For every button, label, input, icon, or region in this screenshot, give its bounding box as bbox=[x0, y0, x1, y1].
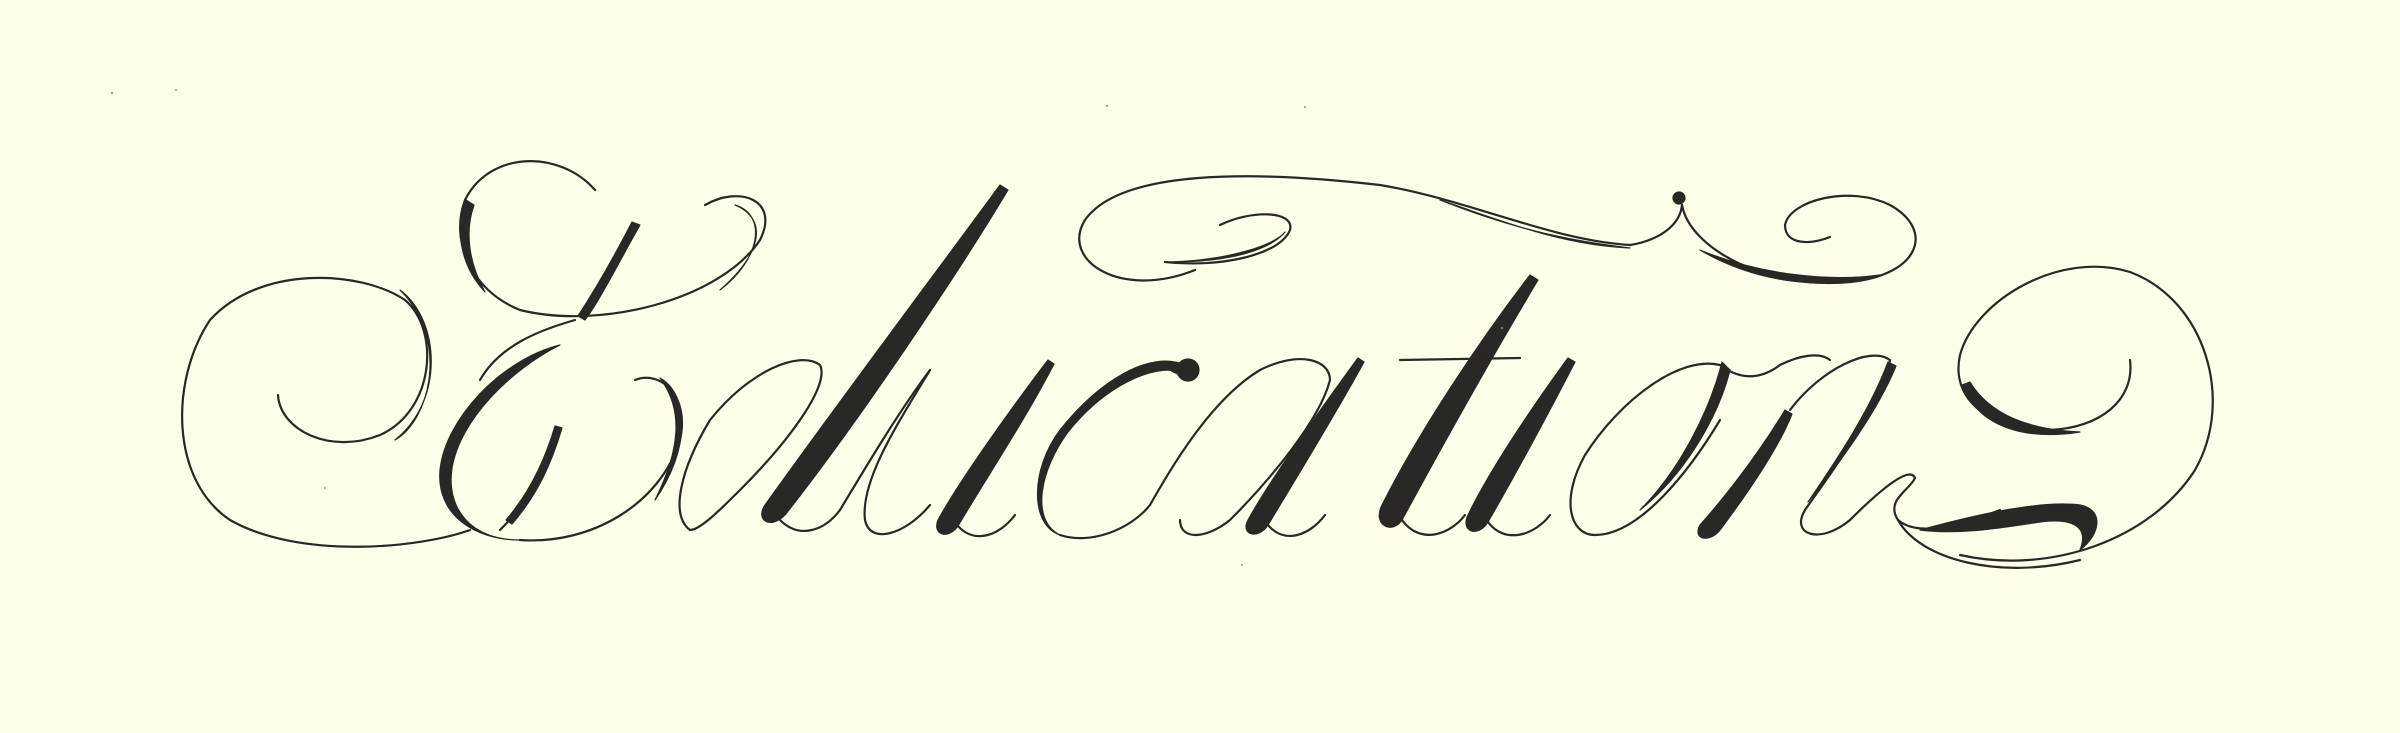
upper-swash-flourish bbox=[1079, 176, 1915, 283]
letter-o bbox=[1571, 362, 1780, 535]
letter-t bbox=[1379, 275, 1538, 535]
letter-i bbox=[1466, 358, 1575, 535]
letter-d bbox=[680, 185, 1008, 531]
capital-e-lettering bbox=[182, 161, 765, 547]
letter-c bbox=[1038, 359, 1200, 538]
letter-n bbox=[1698, 355, 2097, 567]
paper-specks bbox=[111, 89, 1503, 566]
letter-a bbox=[1150, 358, 1364, 536]
